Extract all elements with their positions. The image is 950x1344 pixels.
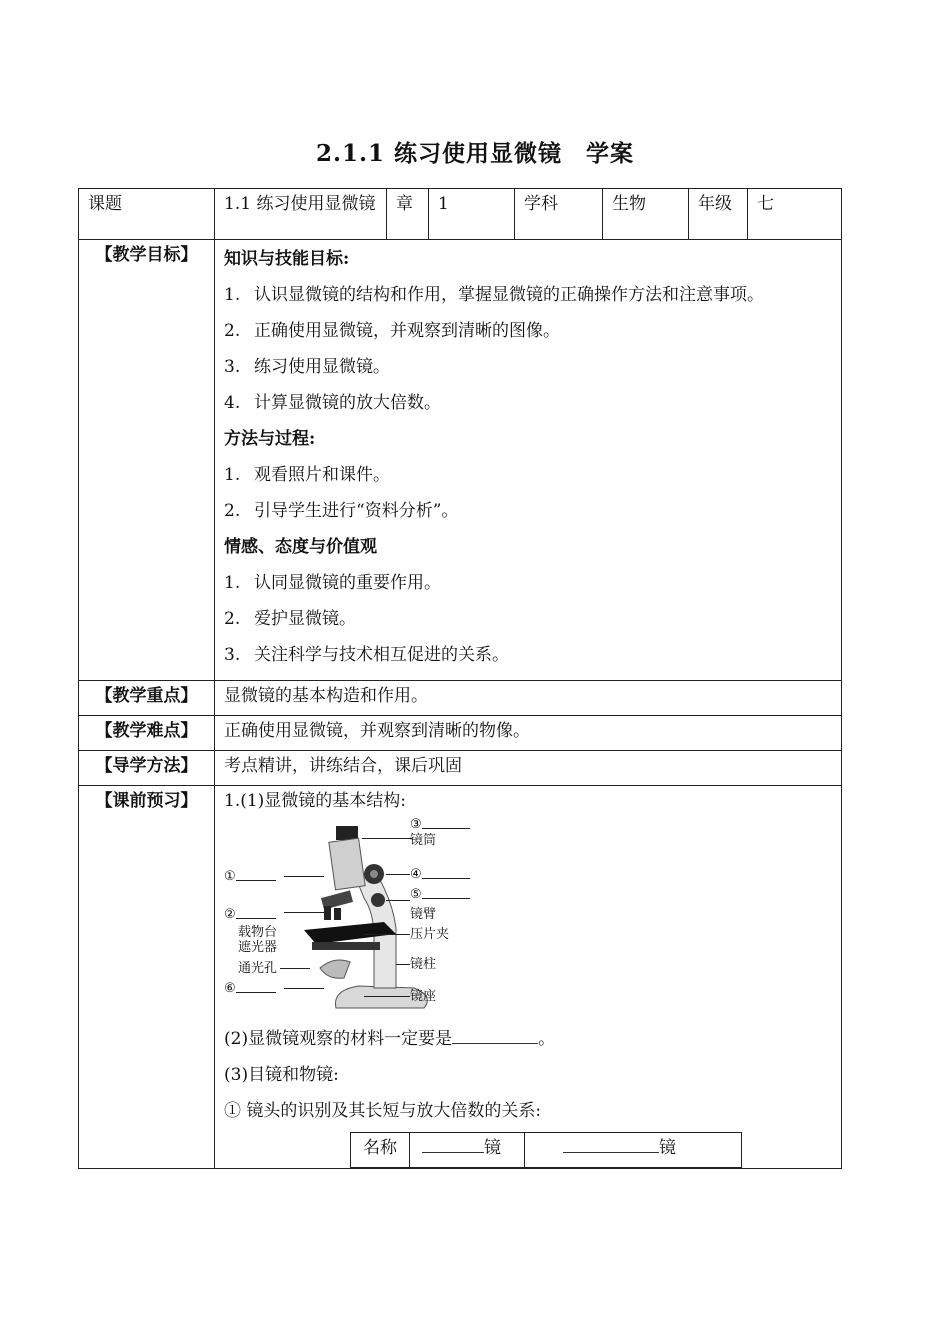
method-row	[79, 751, 842, 786]
lens-cell-1: 镜	[410, 1133, 525, 1168]
header-row	[79, 189, 842, 240]
label-stage: 载物台	[238, 925, 278, 940]
list-item: 1. 认识显微镜的结构和作用，掌握显微镜的正确操作方法和注意事项。	[224, 285, 764, 305]
list-item: 1. 观看照片和课件。	[224, 465, 390, 485]
preview-question-3: (3)目镜和物镜:	[224, 1065, 339, 1085]
difficulty-label: 【教学难点】	[79, 716, 215, 751]
label-n2: ②	[224, 907, 236, 922]
page-title: 2.1.1 练习使用显微镜 学案	[315, 140, 635, 167]
objectives-label: 【教学目标】	[79, 240, 215, 681]
label-n6: ⑥	[224, 981, 236, 996]
knowledge-title: 知识与技能目标:	[224, 249, 350, 269]
blank-n1	[236, 880, 276, 881]
pointer-line	[364, 996, 410, 997]
list-item: 3. 关注科学与技术相互促进的关系。	[224, 645, 509, 665]
pointer-line	[284, 988, 324, 989]
pointer-line	[386, 900, 410, 901]
topic-label: 课题	[79, 189, 215, 240]
subject-value: 生物	[603, 189, 689, 240]
difficulty-row	[79, 716, 842, 751]
method-title: 方法与过程:	[224, 429, 316, 449]
method-label: 【导学方法】	[79, 751, 215, 786]
label-n3: ③	[410, 817, 422, 832]
objectives-row	[79, 240, 842, 681]
preview-row	[79, 786, 842, 1169]
lens-name-label: 名称	[351, 1133, 410, 1168]
topic-value: 1.1 练习使用显微镜	[215, 189, 387, 240]
objectives-content	[215, 240, 842, 681]
key-point-row	[79, 681, 842, 716]
preview-label: 【课前预习】	[79, 786, 215, 1169]
chapter-value: 1	[429, 189, 515, 240]
answer-blank[interactable]	[563, 1134, 659, 1153]
lens-cell-2: 镜	[525, 1133, 742, 1168]
lens-table	[350, 1132, 742, 1168]
blank-n6	[236, 992, 276, 993]
preview-question-4: ① 镜头的识别及其长短与放大倍数的关系:	[224, 1101, 542, 1121]
list-item: 3. 练习使用显微镜。	[224, 357, 390, 377]
list-item: 2. 爱护显微镜。	[224, 609, 356, 629]
preview-question-1: 1.(1)显微镜的基本结构:	[224, 791, 407, 811]
pointer-line	[362, 838, 412, 839]
difficulty-text: 正确使用显微镜，并观察到清晰的物像。	[215, 716, 842, 751]
preview-content	[215, 786, 842, 1169]
key-point-text: 显微镜的基本构造和作用。	[215, 681, 842, 716]
label-n4: ④	[410, 867, 422, 882]
label-arm: 镜臂	[410, 907, 437, 922]
answer-blank[interactable]	[452, 1025, 538, 1044]
list-item: 2. 引导学生进行“资料分析”。	[224, 501, 459, 521]
pointer-line	[386, 874, 410, 875]
label-n5: ⑤	[410, 887, 422, 902]
chapter-label: 章	[387, 189, 429, 240]
subject-label: 学科	[515, 189, 603, 240]
label-pillar: 镜柱	[410, 957, 437, 972]
blank-n2	[236, 918, 276, 919]
method-text: 考点精讲，讲练结合，课后巩固	[215, 751, 842, 786]
label-tube: 镜筒	[410, 833, 437, 848]
pointer-line	[284, 876, 324, 877]
pointer-line	[284, 912, 324, 913]
pointer-line	[280, 968, 310, 969]
key-point-label: 【教学重点】	[79, 681, 215, 716]
pointer-line	[396, 964, 410, 965]
preview-question-2: (2)显微镜观察的材料一定要是 。	[224, 1024, 832, 1060]
pointer-line	[364, 934, 410, 935]
list-item: 2. 正确使用显微镜，并观察到清晰的图像。	[224, 321, 560, 341]
grade-label: 年级	[689, 189, 748, 240]
answer-blank[interactable]	[422, 1134, 484, 1153]
lesson-plan-table	[78, 188, 842, 1169]
blank-n4	[422, 878, 470, 879]
table-row	[351, 1133, 742, 1168]
blank-n3	[422, 828, 470, 829]
label-clip: 压片夹	[410, 927, 450, 942]
label-aperture: 通光孔	[238, 961, 278, 976]
blank-n5	[422, 898, 470, 899]
microscope-diagram	[224, 818, 484, 1018]
label-diaphragm: 遮光器	[238, 940, 278, 955]
grade-value: 七	[748, 189, 842, 240]
list-item: 1. 认同显微镜的重要作用。	[224, 573, 441, 593]
list-item: 4. 计算显微镜的放大倍数。	[224, 393, 441, 413]
emotion-title: 情感、态度与价值观	[224, 537, 377, 557]
label-n1: ①	[224, 869, 236, 884]
label-base: 镜座	[410, 989, 437, 1004]
